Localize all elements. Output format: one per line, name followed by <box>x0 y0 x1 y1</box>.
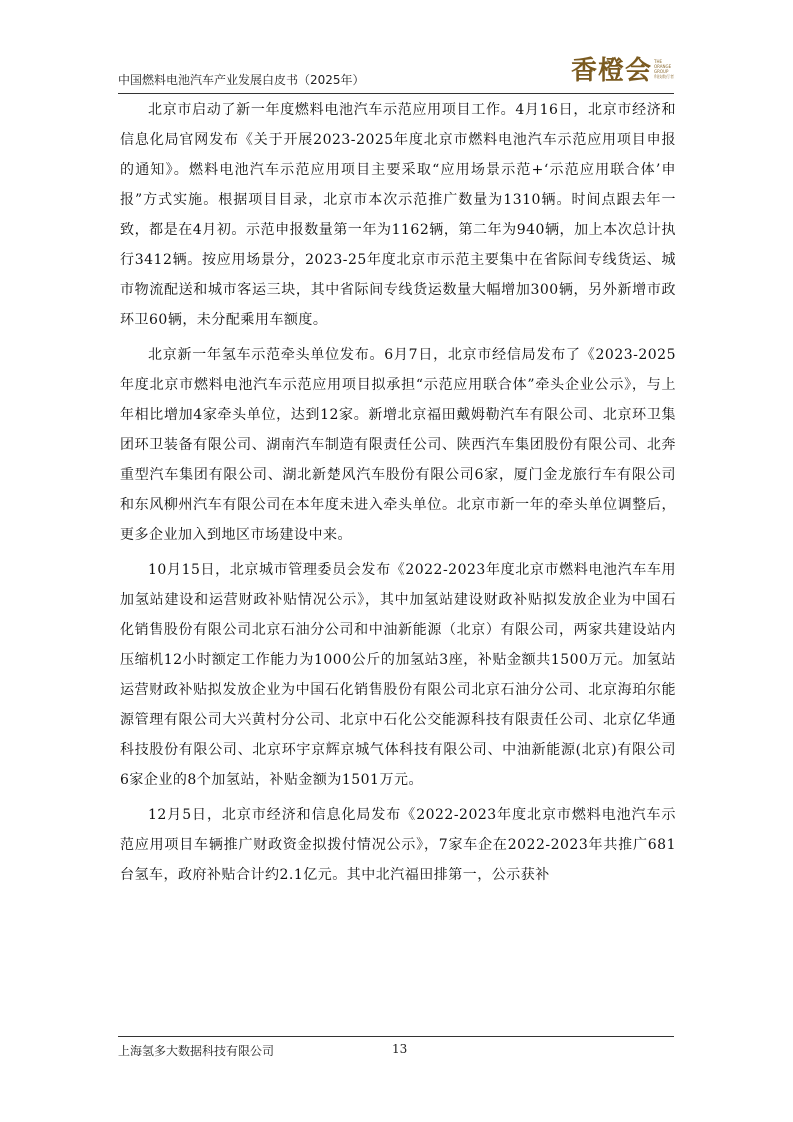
footer-company: 上海氢多大数据科技有限公司 <box>118 1044 275 1058</box>
paragraph: 10月15日，北京城市管理委员会发布《2022-2023年度北京市燃料电池汽车车用加氢站建设和运营财政补贴情况公示》，其中加氢站建设财政补贴拟发放企业为中国石化销售股份有限公司北京石油分公司和中油新能源（北京）有限公司，两家共建设站内压缩机12小时额定工作能力为1000公斤的加氢站3座，补贴金额共1500万元。加氢站运营财政补贴拟发放企业为中国石化销售股份有限公司北京石油分公司、北京海珀尔能源管理有限公司大兴黄村分公司、北京中石化公交能源科技有限责任公司、北京亿华通科技股份有限公司、北京环宇京辉京城气体科技有限公司、中油新能源(北京)有限公司6家企业的8个加氢站，补贴金额为1501万元。 <box>120 562 676 788</box>
footer-rule <box>118 1036 674 1037</box>
page-footer <box>118 1036 674 1058</box>
page-header <box>118 46 674 94</box>
header-title: 中国燃料电池汽车产业发展白皮书（2025年） <box>118 73 365 87</box>
header-rule <box>118 93 674 94</box>
logo <box>571 50 674 87</box>
logo-subtext: THE ORANGE GROUP 科技数行者 <box>654 58 674 79</box>
logo-mark: 香橙会 <box>570 56 652 86</box>
document-body <box>120 95 676 895</box>
paragraph: 北京市启动了新一年度燃料电池汽车示范应用项目工作。4月16日，北京市经济和信息化局官网发布《关于开展2023-2025年度北京市燃料电池汽车示范应用项目申报的通知》。燃料电池汽车示范应用项目主要采取“应用场景示范+‘示范应用联合体’申报”方式实施。根据项目目录，北京市本次示范推广数量为1310辆。时间点跟去年一致，都是在4月初。示范申报数量第一年为1162辆，第二年为940辆，加上本次总计执行3412辆。按应用场景分，2023-25年度北京市示范主要集中在省际间专线货运、城市物流配送和城市客运三块，其中省际间专线货运数量大幅增加300辆，另外新增市政环卫60辆，未分配乘用车额度。 <box>120 102 676 328</box>
paragraph: 北京新一年氢车示范牵头单位发布。6月7日，北京市经信局发布了《2023-2025年度北京市燃料电池汽车示范应用项目拟承担“示范应用联合体”牵头企业公示》，与上年相比增加4家牵头单位，达到12家。新增北京福田戴姆勒汽车有限公司、北京环卫集团环卫装备有限公司、湖南汽车制造有限责任公司、陕西汽车集团股份有限公司、北奔重型汽车集团有限公司、湖北新楚风汽车股份有限公司6家，厦门金龙旅行车有限公司和东风柳州汽车有限公司在本年度未进入牵头单位。北京市新一年的牵头单位调整后，更多企业加入到地区市场建设中来。 <box>120 347 676 543</box>
page-number: 13 <box>392 1042 408 1056</box>
paragraph: 12月5日，北京市经济和信息化局发布《2022-2023年度北京市燃料电池汽车示范应用项目车辆推广财政资金拟拨付情况公示》，7家车企在2022-2023年共推广681台氢车，政府补贴合计约2.1亿元。其中北汽福田排第一，公示获补 <box>120 807 676 883</box>
